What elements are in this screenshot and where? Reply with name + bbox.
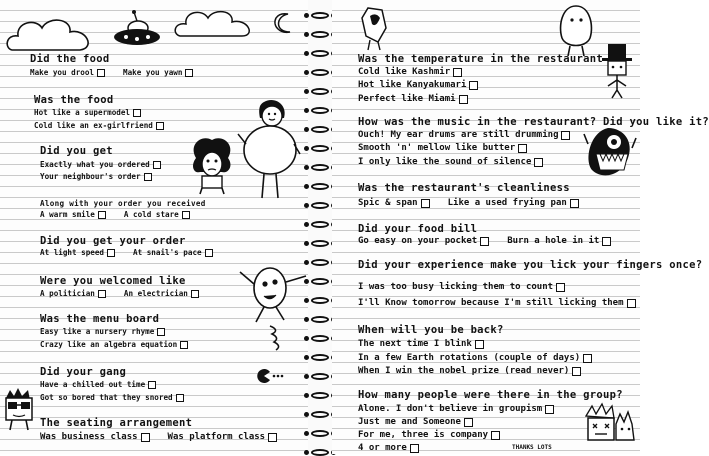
option-checkbox[interactable]	[141, 433, 150, 442]
answer-row-music	[358, 130, 570, 140]
option-checkbox[interactable]	[491, 431, 500, 440]
jumping-egg-doodle-icon	[236, 262, 310, 352]
option-label: Make you yawn	[123, 68, 183, 77]
punch-hole	[304, 70, 309, 75]
answer-row-back	[358, 353, 592, 363]
spiral-ring	[311, 221, 329, 228]
spiral-ring	[311, 259, 329, 266]
option-label: Ouch! My ear drums are still drumming	[358, 130, 559, 140]
option-checkbox[interactable]	[191, 290, 199, 298]
option-label: The next time I blink	[358, 339, 472, 349]
spiral-ring	[311, 145, 329, 152]
question-temp: Was the temperature in the restaurant	[358, 53, 603, 65]
answer-row-gang	[40, 393, 184, 402]
option-label: Got so bored that they snored	[40, 393, 173, 402]
spiral-ring	[311, 107, 329, 114]
spiral-ring	[311, 392, 329, 399]
answer-row-people	[358, 443, 419, 453]
spiral-ring	[311, 411, 329, 418]
question-back: When will you be back?	[358, 324, 504, 336]
punch-hole	[304, 108, 309, 113]
punch-hole	[304, 222, 309, 227]
option-checkbox[interactable]	[561, 131, 570, 140]
option-checkbox[interactable]	[627, 299, 636, 308]
punch-hole	[304, 431, 309, 436]
spiral-ring	[311, 183, 329, 190]
option-label: Exactly what you ordered	[40, 160, 150, 169]
spiral-ring	[311, 126, 329, 133]
nerd-face-doodle-icon	[2, 388, 36, 432]
spiral-binding	[308, 0, 332, 454]
option-checkbox[interactable]	[469, 81, 478, 90]
option-label: Your neighbour's order	[40, 172, 141, 181]
option-label: Have a chilled out time	[40, 380, 146, 389]
option-checkbox[interactable]	[180, 341, 188, 349]
option-label: In a few Earth rotations (couple of days)	[358, 353, 581, 363]
pacman-doodle-icon	[256, 368, 282, 384]
spiral-ring	[311, 12, 329, 19]
answer-row-people	[358, 430, 500, 440]
top-hat-man-doodle-icon	[600, 44, 634, 98]
answer-row-music	[358, 143, 527, 153]
option-checkbox[interactable]	[480, 237, 489, 246]
punch-hole	[304, 184, 309, 189]
option-checkbox[interactable]	[144, 173, 152, 181]
spiky-faces-doodle-icon	[584, 404, 636, 450]
option-checkbox[interactable]	[205, 249, 213, 257]
question-people: How many people were there in the group?	[358, 389, 623, 401]
answer-row-food-drool	[30, 68, 193, 77]
option-label: Cold like an ex-girlfriend	[34, 121, 153, 130]
answer-row-welcomed	[40, 289, 199, 298]
option-label: 4 or more	[358, 443, 407, 453]
woman-doodle-icon	[238, 98, 302, 200]
option-checkbox[interactable]	[556, 283, 565, 292]
question-music: How was the music in the restaurant? Did you like it?	[358, 116, 709, 128]
option-label: A politician	[40, 289, 95, 298]
question-bill: Did your food bill	[358, 223, 478, 235]
spiral-ring	[311, 69, 329, 76]
punch-hole	[304, 32, 309, 37]
option-checkbox[interactable]	[153, 161, 161, 169]
option-label: Hot like Kanyakumari	[358, 80, 467, 90]
spiral-ring	[311, 50, 329, 57]
option-checkbox[interactable]	[107, 249, 115, 257]
option-label: Perfect like Miami	[358, 94, 456, 104]
spiral-ring	[311, 430, 329, 437]
shocked-face-doodle-icon	[188, 134, 236, 196]
spiral-ring	[311, 240, 329, 247]
option-checkbox[interactable]	[534, 158, 543, 167]
answer-row-got	[40, 172, 152, 181]
moon-doodle-icon	[270, 12, 296, 36]
option-label: A warm smile	[40, 210, 95, 219]
spiral-ring	[311, 373, 329, 380]
spiral-ring	[311, 278, 329, 285]
punch-hole	[304, 165, 309, 170]
answer-row-back	[358, 339, 484, 349]
answer-row-clean	[358, 198, 579, 208]
option-checkbox[interactable]	[157, 328, 165, 336]
punch-hole	[304, 51, 309, 56]
answer-row-order	[40, 248, 213, 257]
answer-row-temp	[358, 67, 462, 77]
question-lick: Did your experience make you lick your fingers once?	[358, 259, 703, 271]
option-label: Cold like Kashmir	[358, 67, 451, 77]
option-checkbox[interactable]	[268, 433, 277, 442]
punch-hole	[304, 146, 309, 151]
answer-row-music	[358, 157, 543, 167]
question-order: Did you get your order	[40, 235, 186, 247]
spiral-ring	[311, 202, 329, 209]
spiral-ring	[311, 297, 329, 304]
punch-hole	[304, 241, 309, 246]
answer-row-menu	[40, 327, 165, 336]
answer-row-food-was	[34, 108, 141, 117]
cloud-doodle-icon	[174, 6, 254, 40]
option-label: When I win the nobel prize (read never)	[358, 366, 570, 376]
potato-doodle-icon	[556, 4, 596, 56]
answer-row-gang	[40, 380, 156, 389]
punch-hole	[304, 355, 309, 360]
answer-row-bill	[358, 236, 611, 246]
answer-row-people	[358, 404, 554, 414]
option-checkbox[interactable]	[475, 340, 484, 349]
spiral-ring	[311, 449, 329, 456]
option-checkbox[interactable]	[453, 68, 462, 77]
option-label: I was too busy licking them to count	[358, 282, 554, 292]
question-got: Did you get	[40, 145, 113, 157]
question-food-drool: Did the food	[30, 53, 110, 65]
cloud-doodle-icon	[6, 14, 92, 56]
option-label: Go easy on your pocket	[358, 236, 478, 246]
option-label: Easy like a nursery rhyme	[40, 327, 155, 336]
punch-hole	[304, 412, 309, 417]
option-label: I only like the sound of silence	[358, 157, 532, 167]
option-checkbox[interactable]	[464, 418, 473, 427]
option-label: Hot like a supermodel	[34, 108, 131, 117]
punch-hole	[304, 13, 309, 18]
option-label: At light speed	[40, 248, 105, 257]
option-checkbox[interactable]	[156, 122, 164, 130]
option-checkbox[interactable]	[97, 69, 105, 77]
option-checkbox[interactable]	[182, 211, 190, 219]
question-along: Along with your order you received	[40, 199, 206, 208]
answer-row-menu	[40, 340, 188, 349]
punch-hole	[304, 89, 309, 94]
option-checkbox[interactable]	[583, 354, 592, 363]
question-welcomed: Were you welcomed like	[40, 275, 186, 287]
spiral-ring	[311, 335, 329, 342]
answer-row-got	[40, 160, 161, 169]
option-checkbox[interactable]	[98, 290, 106, 298]
option-checkbox[interactable]	[602, 237, 611, 246]
answer-row-food-was	[34, 121, 164, 130]
spiral-ring	[311, 31, 329, 38]
option-checkbox[interactable]	[518, 144, 527, 153]
spiral-ring	[311, 354, 329, 361]
punch-hole	[304, 450, 309, 455]
option-checkbox[interactable]	[572, 367, 581, 376]
answer-row-lick	[358, 298, 636, 308]
punch-hole	[304, 393, 309, 398]
option-label: Was business class	[40, 432, 138, 442]
option-label: Burn a hole in it	[507, 236, 600, 246]
option-label: Alone. I don't believe in groupism	[358, 404, 543, 414]
thanks-credit: THANKS LOTS	[512, 444, 552, 451]
option-checkbox[interactable]	[421, 199, 430, 208]
option-label: An electrician	[123, 289, 188, 298]
option-checkbox[interactable]	[410, 444, 419, 453]
option-checkbox[interactable]	[185, 69, 193, 77]
punch-hole	[304, 127, 309, 132]
option-label: Like a used frying pan	[447, 198, 567, 208]
option-checkbox[interactable]	[133, 109, 141, 117]
ufo-doodle-icon	[112, 10, 162, 54]
option-checkbox[interactable]	[545, 405, 554, 414]
option-label: Was platform class	[167, 432, 266, 442]
answer-row-along	[40, 210, 190, 219]
spiral-ring	[311, 316, 329, 323]
option-checkbox[interactable]	[176, 394, 184, 402]
question-clean: Was the restaurant's cleanliness	[358, 182, 570, 194]
answer-row-lick	[358, 282, 565, 292]
spiral-ring	[311, 164, 329, 171]
tongue-creature-doodle-icon	[360, 6, 390, 50]
option-label: Smooth 'n' mellow like butter	[358, 143, 516, 153]
option-label: Crazy like an algebra equation	[40, 340, 178, 349]
answer-row-temp	[358, 80, 478, 90]
answer-row-back	[358, 366, 581, 376]
monster-doodle-icon	[584, 124, 636, 188]
option-checkbox[interactable]	[148, 381, 156, 389]
answer-row-seating	[40, 432, 277, 442]
option-label: Just me and Someone	[358, 417, 461, 427]
question-menu: Was the menu board	[40, 313, 160, 325]
question-gang: Did your gang	[40, 366, 127, 378]
punch-hole	[304, 203, 309, 208]
option-checkbox[interactable]	[98, 211, 106, 219]
answer-row-people	[358, 417, 473, 427]
option-checkbox[interactable]	[459, 95, 468, 104]
spiral-ring	[311, 88, 329, 95]
option-label: Make you drool	[30, 68, 95, 77]
option-checkbox[interactable]	[570, 199, 579, 208]
answer-row-temp	[358, 94, 468, 104]
option-label: Spic & span	[358, 198, 418, 208]
question-food-was: Was the food	[34, 94, 114, 106]
option-label: At snail's pace	[133, 248, 202, 257]
option-label: For me, three is company	[358, 430, 489, 440]
option-label: A cold stare	[123, 210, 179, 219]
question-seating: The seating arrangement	[40, 417, 193, 429]
punch-hole	[304, 374, 309, 379]
option-label: I'll Know tomorrow because I'm still licking them	[358, 298, 624, 308]
